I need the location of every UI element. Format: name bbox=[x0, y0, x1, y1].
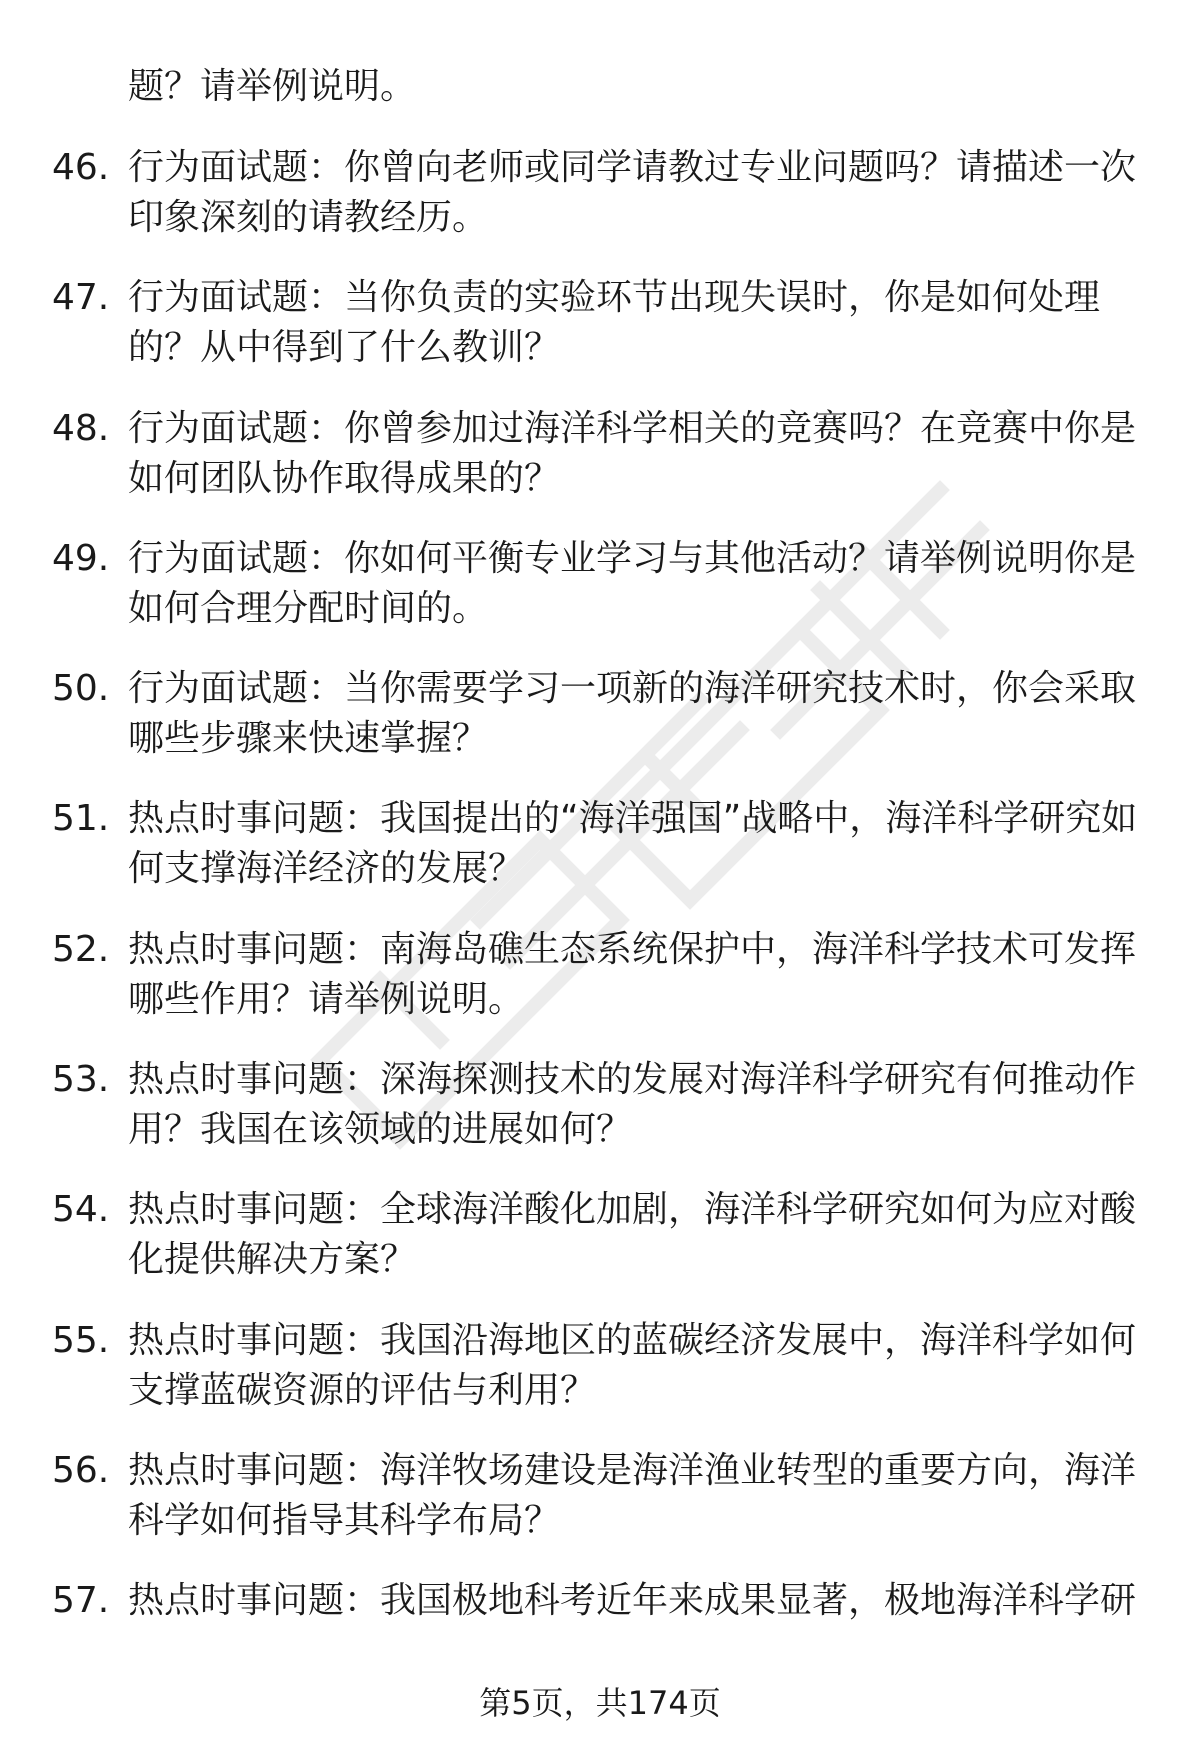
question-number: 51. bbox=[52, 798, 110, 840]
list-item bbox=[0, 143, 1200, 273]
question-text: 热点时事问题：海洋牧场建设是海洋渔业转型的重要方向，海洋科学如何指导其科学布局？ bbox=[128, 1449, 1137, 1541]
question-text: 热点时事问题：我国沿海地区的蓝碳经济发展中，海洋科学如何支撑蓝碳资源的评估与利用？ bbox=[128, 1319, 1137, 1411]
list-item bbox=[0, 1055, 1200, 1185]
question-text: 热点时事问题：我国提出的“海洋强国”战略中，海洋科学研究如何支撑海洋经济的发展？ bbox=[128, 798, 1138, 890]
question-number: 54. bbox=[52, 1189, 110, 1231]
question-text: 热点时事问题：全球海洋酸化加剧，海洋科学研究如何为应对酸化提供解决方案？ bbox=[128, 1189, 1137, 1281]
question-text: 行为面试题：当你负责的实验环节出现失误时，你是如何处理的？从中得到了什么教训？ bbox=[128, 277, 1101, 369]
list-item bbox=[0, 794, 1200, 924]
question-number: 50. bbox=[52, 668, 110, 710]
question-number: 46. bbox=[52, 147, 110, 188]
question-text: 热点时事问题：南海岛礁生态系统保护中，海洋科学技术可发挥哪些作用？请举例说明。 bbox=[128, 928, 1137, 1020]
list-item bbox=[0, 1316, 1200, 1446]
question-text: 热点时事问题：深海探测技术的发展对海洋科学研究有何推动作用？我国在该领域的进展如何？ bbox=[128, 1059, 1137, 1151]
question-text: 行为面试题：你曾向老师或同学请教过专业问题吗？请描述一次印象深刻的请教经历。 bbox=[128, 147, 1137, 238]
list-item bbox=[0, 925, 1200, 1055]
question-number: 49. bbox=[52, 537, 110, 579]
list-item bbox=[0, 664, 1200, 794]
list-item bbox=[0, 1446, 1200, 1576]
question-number: 47. bbox=[52, 277, 110, 319]
question-number: 57. bbox=[52, 1580, 110, 1622]
question-number: 56. bbox=[52, 1449, 110, 1491]
question-number: 52. bbox=[52, 928, 110, 970]
question-text: 行为面试题：当你需要学习一项新的海洋研究技术时，你会采取哪些步骤来快速掌握？ bbox=[128, 668, 1137, 760]
question-list bbox=[0, 143, 1200, 1707]
continued-question-text: 题？请举例说明。 bbox=[128, 66, 417, 107]
list-item bbox=[0, 404, 1200, 534]
question-text: 热点时事问题：我国极地科考近年来成果显著，极地海洋科学研 bbox=[128, 1580, 1137, 1622]
question-number: 55. bbox=[52, 1319, 110, 1361]
question-text: 行为面试题：你如何平衡专业学习与其他活动？请举例说明你是如何合理分配时间的。 bbox=[128, 537, 1137, 629]
list-item bbox=[0, 534, 1200, 664]
question-number: 53. bbox=[52, 1059, 110, 1101]
question-number: 48. bbox=[52, 407, 110, 449]
list-item bbox=[0, 273, 1200, 403]
list-item bbox=[0, 1185, 1200, 1315]
question-text: 行为面试题：你曾参加过海洋科学相关的竞赛吗？在竞赛中你是如何团队协作取得成果的？ bbox=[128, 407, 1137, 499]
page-number-footer: 第5页，共174页 bbox=[479, 1684, 721, 1722]
